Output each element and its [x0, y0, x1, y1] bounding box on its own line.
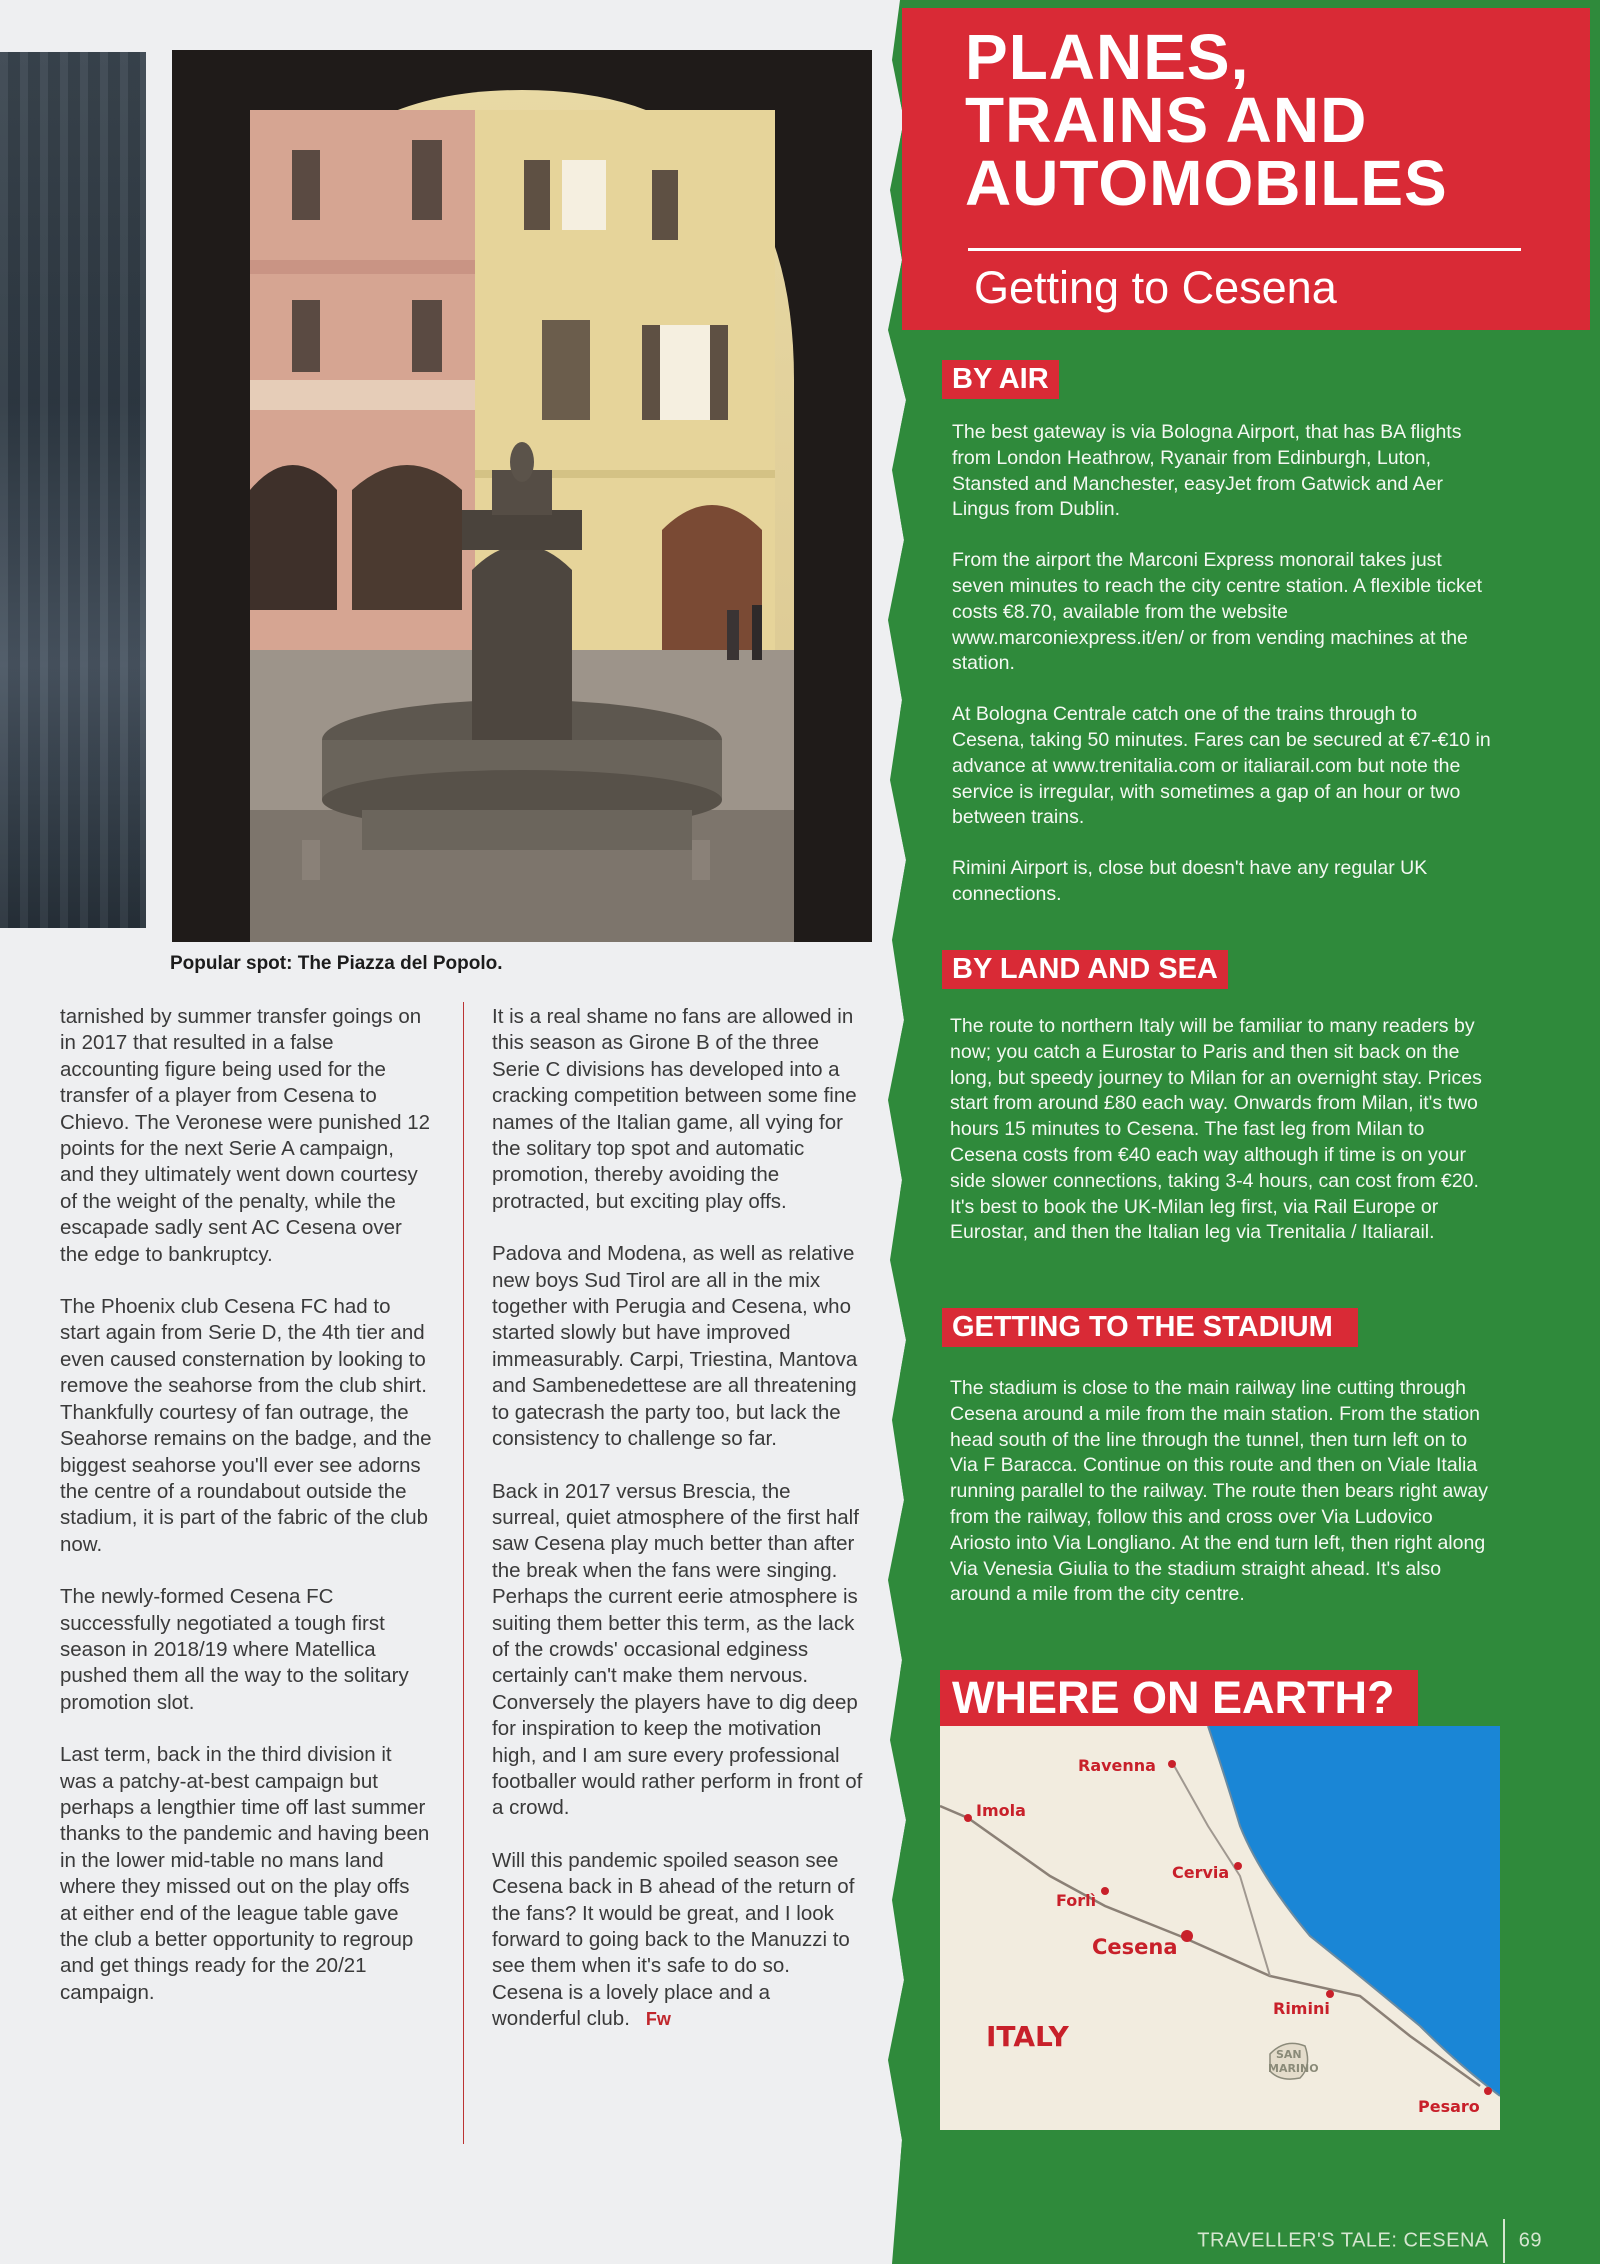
sidebar-title-line: TRAINS AND — [965, 84, 1368, 156]
torn-paper-edge — [882, 0, 922, 2264]
label-forli: Forlì — [1056, 1891, 1097, 1910]
article-paragraph: The Phoenix club Cesena FC had to start again from Serie D, the 4th tier and even caused consternation by looking to remove the seahorse from the club shirt. Thankfully courtesy of fan outrage, the Seahorse remains on the badge, and the biggest seahorse you'll ever see adorns the centre of a roundabout outside the stadium, it is part of the fabric of the club now. — [60, 1295, 432, 1556]
footer-divider — [1503, 2219, 1505, 2263]
label-cesena: Cesena — [1092, 1935, 1178, 1959]
label-imola: Imola — [976, 1801, 1026, 1820]
label-marino: MARINO — [1268, 2062, 1319, 2075]
pin-imola — [964, 1814, 972, 1822]
article-paragraph: It is a real shame no fans are allowed in this season as Girone B of the three Serie C divisions has developed into a cracking competition between some fine names of the Italian game, all vying for the solitary top spot and automatic promotion, thereby avoiding the protracted, but exciting play offs. — [492, 1005, 857, 1213]
stadium-text — [950, 1376, 1495, 1633]
by-air-paragraph: Rimini Airport is, close but doesn't have any regular UK connections. — [952, 857, 1428, 905]
article-paragraph: tarnished by summer transfer goings on in 2017 that resulted in a false accounting figure being used for the transfer of a player from Cesena to Chievo. The Veronese were punished 12 points for the next Serie A campaign, and they ultimately went down courtesy of the weight of the penalty, while the escapade sadly sent AC Cesena over the edge to bankruptcy. — [60, 1005, 431, 1266]
footer-section: TRAVELLER'S TALE: CESENA — [1197, 2229, 1489, 2252]
article-column-1 — [60, 1004, 432, 2032]
article-paragraph: Back in 2017 versus Brescia, the surreal, quiet atmosphere of the first half saw Cesena play much better than after the break when the fans were singing. Perhaps the current eerie atmosphere is suiting them better this term, as the lack of the crowds' occasional edginess certainly can't make them nervous. Conversely the players have to dig deep for inspiration to keep the motivation high, and I am sure every professional footballer would rather perform in front of a crowd. — [492, 1479, 863, 1820]
sidebar-title-line: AUTOMOBILES — [965, 147, 1448, 219]
pin-forli — [1101, 1887, 1109, 1895]
by-air-paragraph: At Bologna Centrale catch one of the trains through to Cesena, taking 50 minutes. Fares can be secured at €7-€10 in advance at www.trenitalia.com or italiarail.com but note the service is irregular, with sometimes a gap of an hour or two between trains. — [952, 703, 1491, 829]
article-column-2 — [492, 1004, 864, 2059]
adjacent-photo-strip — [0, 52, 146, 928]
article-final-text: Will this pandemic spoiled season see Cesena back in B ahead of the return of the fans? It would be great, and I look forward to going back to the Manuzzi to see them when it's safe to do so. Cesena is a lovely place and a wonderful club. — [492, 1848, 855, 2031]
article-paragraph: Padova and Modena, as well as relative new boys Sud Tirol are all in the mix together with Perugia and Cesena, who started slowly but have improved immeasurably. Carpi, Triestina, Mantova and Sambenedettese are all threatening to gatecrash the party too, but lack the consistency to challenge so far. — [492, 1242, 858, 1451]
sidebar-title-line: PLANES, — [965, 21, 1250, 93]
pin-rimini — [1326, 1990, 1334, 1998]
by-land-paragraph: The route to northern Italy will be familiar to many readers by now; you catch a Eurostar to Paris and then sit back on the long, but speedy journey to Milan for an overnight stay. Prices start from around £80 each way. Onwards from Milan, it's two hours 15 minutes to Cesena. The fast leg from Milan to Cesena costs from €40 each way although if time is on your side slower connections, taking 3-4 hours, can cost from €20. It's best to book the UK-Milan leg first, via Rail Europe or Eurostar, and then the Italian leg via Trenitalia / Italiarail. — [950, 1015, 1482, 1244]
stadium-paragraph: The stadium is close to the main railway line cutting through Cesena around a mile from the main station. From the station head south of the line through the tunnel, then turn left on to Via F Baracca. Continue on this route and then on Viale Italia running parallel to the railway. The route then bears right away from the railway, follow this and cross over Via Ludovico Ariosto into Via Longliano. At the end turn left, then right along Via Venesia Giulia to the stadium straight ahead. It's also around a mile from the city centre. — [950, 1377, 1489, 1606]
location-map — [940, 1726, 1500, 2130]
pin-pesaro — [1484, 2087, 1492, 2095]
article-paragraph — [492, 1848, 864, 2033]
article-paragraph: Last term, back in the third division it was a patchy-at-best campaign but perhaps a lengthier time off last summer thanks to the pandemic and having been in the lower mid-table no mans land where they missed out on the play offs at either end of the league table gave the club a better opportunity to regroup and get things ready for the 20/21 campaign. — [60, 1743, 430, 2004]
article-paragraph: The newly-formed Cesena FC successfully negotiated a tough first season in 2018/19 where Matellica pushed them all the way to the solitary promotion slot. — [60, 1585, 409, 1714]
signoff-logo: Fw — [645, 2009, 671, 2030]
page-number: 69 — [1518, 2229, 1542, 2252]
label-italy: ITALY — [986, 2020, 1069, 2053]
by-air-paragraph: From the airport the Marconi Express monorail takes just seven minutes to reach the city centre station. A flexible ticket costs €8.70, available from the website www.marconiexpress.it/en/ or from vending machines at the station. — [952, 549, 1483, 675]
label-cervia: Cervia — [1172, 1863, 1230, 1882]
sidebar-subtitle: Getting to Cesena — [974, 262, 1337, 313]
stadium-heading: GETTING TO THE STADIUM — [942, 1308, 1358, 1347]
by-air-paragraph: The best gateway is via Bologna Airport, that has BA flights from London Heathrow, Ryanair from Edinburgh, Luton, Stansted and Manchester, easyJet from Gatwick and Aer Lingus from Dublin. — [952, 421, 1462, 521]
sidebar-title — [965, 21, 1565, 219]
label-ravenna: Ravenna — [1078, 1756, 1156, 1775]
pin-cesena — [1181, 1930, 1193, 1942]
pin-ravenna — [1168, 1760, 1176, 1768]
pin-cervia — [1234, 1862, 1242, 1870]
title-rule — [968, 248, 1521, 251]
label-rimini: Rimini — [1273, 1999, 1330, 2018]
by-air-heading: BY AIR — [942, 360, 1059, 399]
by-land-text — [950, 1014, 1495, 1271]
label-san: SAN — [1276, 2048, 1302, 2061]
by-air-text — [952, 420, 1492, 933]
page-footer — [1197, 2219, 1542, 2263]
column-divider — [463, 1002, 464, 2144]
label-pesaro: Pesaro — [1418, 2097, 1480, 2116]
map-heading: WHERE ON EARTH? — [940, 1670, 1418, 1726]
by-land-heading: BY LAND AND SEA — [942, 950, 1228, 989]
photo-caption: Popular spot: The Piazza del Popolo. — [170, 953, 503, 974]
piazza-photo — [172, 50, 872, 942]
